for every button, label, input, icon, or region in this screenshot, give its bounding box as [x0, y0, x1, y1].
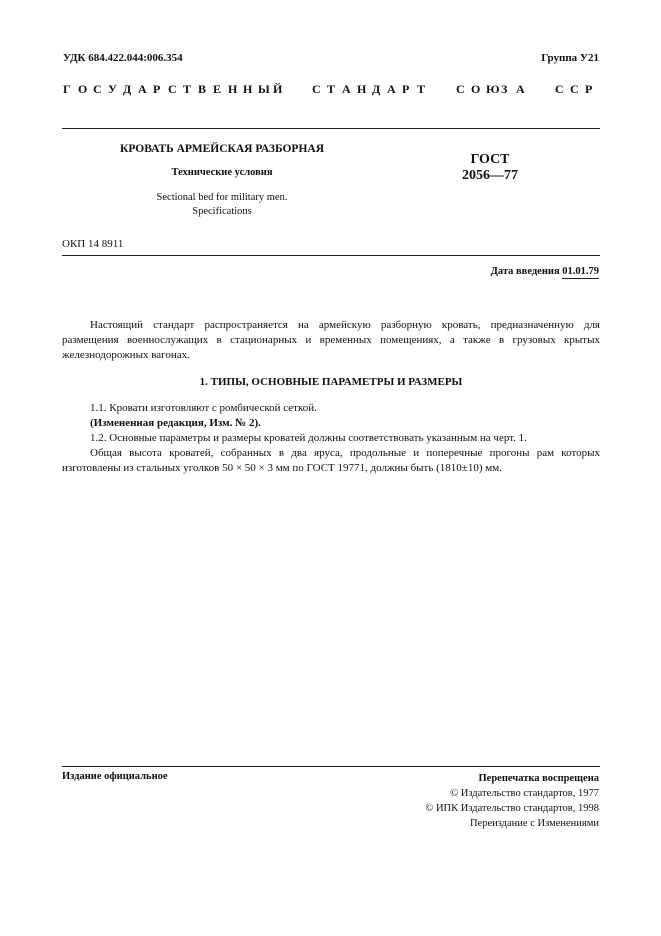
- group-code: Группа У21: [541, 52, 599, 64]
- banner-word: Г О С У Д А Р С Т В Е Н Н Ы Й: [63, 82, 283, 96]
- doc-subtitle: Технические условия: [171, 167, 273, 178]
- banner-word: С О Ю З А: [456, 82, 525, 96]
- official-edition: Издание официальное: [62, 771, 168, 782]
- date-value: 01.01.79: [562, 266, 599, 277]
- gost-code: 2056—77: [462, 168, 518, 183]
- gost-number: [460, 152, 520, 184]
- clause-1-2: 1.2. Основные параметры и размеры кроватей должны соответствовать указанным на черт. 1.: [90, 432, 527, 444]
- section-heading: 1. ТИПЫ, ОСНОВНЫЕ ПАРАМЕТРЫ И РАЗМЕРЫ: [199, 376, 463, 388]
- clause-1-1-note: (Измененная редакция, Изм. № 2).: [90, 417, 261, 429]
- banner-word: С С Р: [555, 82, 593, 96]
- standard-banner: [63, 82, 600, 97]
- intro-paragraph: Настоящий стандарт распространяется на армейскую разборную кровать, предназначенную для размещения военнослужащих в стационарных и временных помещениях, а также в грузовых крытых железнодорожных вагонах.: [62, 319, 600, 361]
- english-title-line: Sectional bed for military men.: [156, 192, 288, 203]
- reissue-line: Переиздание с Изменениями: [469, 818, 599, 829]
- clause-1-2-height: Общая высота кроватей, собранных в два яруса, продольные и поперечные прогоны рам которых изготовлены из стальных уголков 50 × 50 × 3 мм по ГОСТ 19771, должны быть (1810±10) мм.: [62, 447, 600, 474]
- date-label: Дата введения: [490, 266, 560, 277]
- copyright-block: [425, 771, 599, 831]
- footer-divider: [62, 766, 600, 767]
- okp-code: ОКП 14 8911: [62, 238, 124, 250]
- gost-label: ГОСТ: [470, 152, 510, 167]
- reprint-notice: Перепечатка воспрещена: [478, 773, 599, 784]
- effective-date: [491, 266, 599, 277]
- doc-title: КРОВАТЬ АРМЕЙСКАЯ РАЗБОРНАЯ: [119, 143, 325, 155]
- udk-code: УДК 684.422.044:006.354: [63, 52, 183, 64]
- top-divider: [62, 128, 600, 129]
- copyright-line: © Издательство стандартов, 1977: [450, 788, 599, 799]
- english-title: [100, 191, 344, 219]
- banner-word: С Т А Н Д А Р Т: [312, 82, 426, 96]
- copyright-line: © ИПК Издательство стандартов, 1998: [425, 803, 599, 814]
- title-block: [100, 143, 344, 219]
- english-title-line: Specifications: [192, 206, 252, 217]
- okp-divider: [62, 255, 600, 256]
- clause-1-1: 1.1. Кровати изготовляют с ромбической сеткой.: [90, 402, 317, 414]
